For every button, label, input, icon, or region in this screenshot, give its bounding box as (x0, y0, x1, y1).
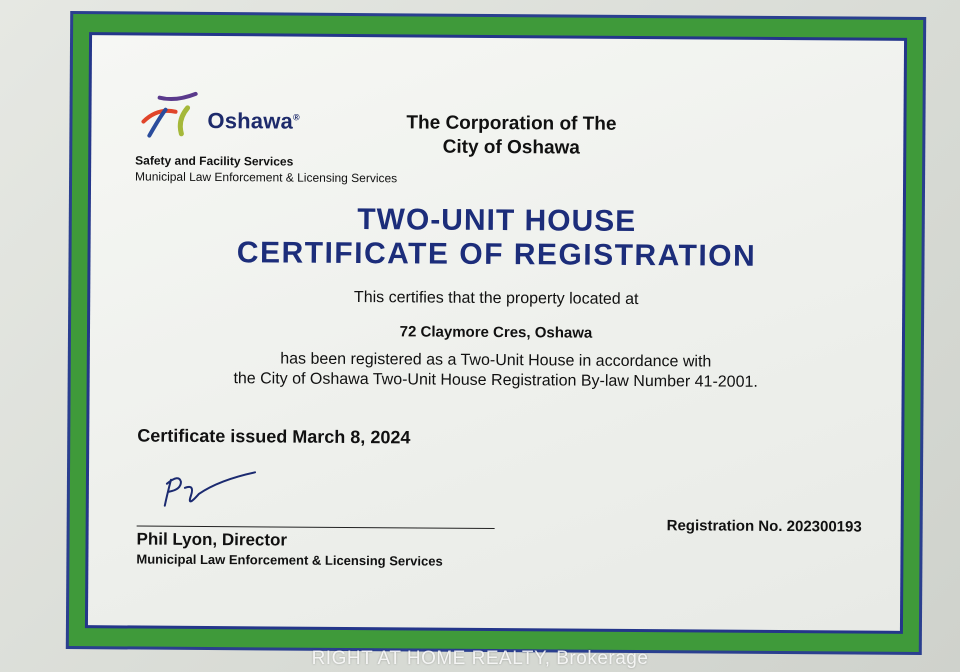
department-name: Safety and Facility Services (135, 153, 294, 169)
logo-wordmark: Oshawa® (207, 107, 300, 134)
registration-text-1: has been registered as a Two-Unit House in accordance with (280, 350, 712, 371)
department-subname: Municipal Law Enforcement & Licensing Services (135, 169, 398, 186)
inner-blue-border (85, 32, 907, 634)
oshawa-logo (135, 89, 325, 150)
signer-name: Phil Lyon, Director (136, 529, 288, 550)
watermark-text: RIGHT AT HOME REALTY, Brokerage (311, 648, 649, 669)
certificate-frame (66, 11, 926, 655)
corporation-line-1: The Corporation of The (406, 112, 617, 135)
signer-department: Municipal Law Enforcement & Licensing Services (136, 551, 443, 569)
oshawa-swoosh-icon (135, 89, 205, 149)
corporation-heading (361, 111, 661, 161)
certificate-title-line-1: TWO-UNIT HOUSE (357, 203, 637, 238)
certificate-title-line-2: CERTIFICATE OF REGISTRATION (236, 236, 757, 273)
registration-text-2: the City of Oshawa Two-Unit House Registration By-law Number 41-2001. (233, 370, 758, 391)
certification-text: This certifies that the property located at (353, 289, 639, 308)
certificate-paper (88, 35, 904, 631)
issue-date: Certificate issued March 8, 2024 (137, 425, 411, 448)
corporation-line-2: City of Oshawa (442, 136, 580, 159)
signature-icon (159, 466, 269, 517)
registration-number: Registration No. 202300193 (666, 517, 862, 536)
property-address: 72 Claymore Cres, Oshawa (399, 323, 593, 342)
signature-line (137, 525, 495, 528)
green-border (69, 14, 923, 652)
